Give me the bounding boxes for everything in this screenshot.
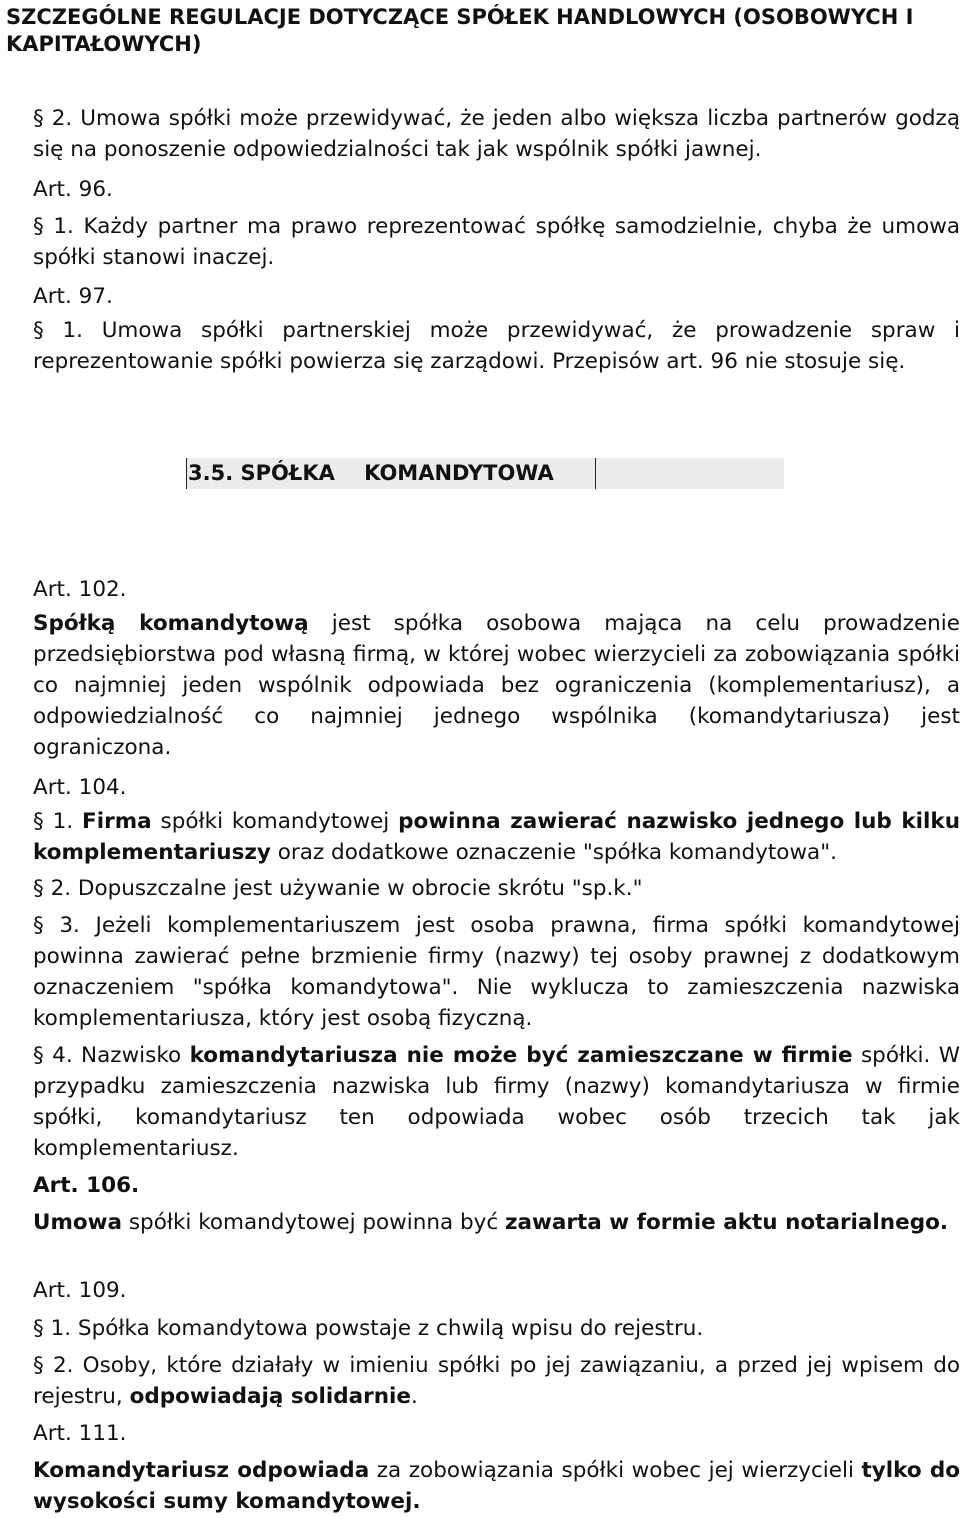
text-span: § 2. Osoby, które działały w imieniu spółki po jej zawiązaniu, a przed jej wpisem do rejestru,	[33, 1353, 960, 1409]
paragraph-art104-p1	[33, 806, 960, 868]
paragraph-art102	[33, 608, 960, 763]
section-heading: 3.5. SPÓŁKA KOMANDYTOWA	[188, 461, 554, 485]
text-span: spółki komandytowej	[151, 809, 399, 834]
bold-text: odpowiadają solidarnie	[129, 1384, 411, 1409]
bold-text: Spółką komandytową	[33, 611, 309, 636]
bold-text: tylko do wysokości sumy komandytowej.	[33, 1458, 960, 1514]
text-span: jest spółka osobowa mająca na celu prowadzenie przedsiębiorstwa pod własną firmą, w której wobec wierzycieli za zobowiązania spółki co najmniej jeden wspólnik odpowiada bez ograniczenia (komplementariusz), a odpowiedzialność co najmniej jednego wspólnika (komandytariusza) jest ograniczona.	[33, 611, 960, 760]
text-span: § 4. Nazwisko	[33, 1043, 190, 1068]
paragraph-art109-p2	[33, 1350, 960, 1412]
paragraph-art104-p2: § 2. Dopuszczalne jest używanie w obrocie skrótu "sp.k."	[33, 876, 643, 901]
paragraph-art109-p1: § 1. Spółka komandytowa powstaje z chwilą wpisu do rejestru.	[33, 1316, 704, 1341]
paragraph-art97-p1: § 1. Umowa spółki partnerskiej może przewidywać, że prowadzenie spraw i reprezentowanie spółki powierza się zarządowi. Przepisów art. 96 nie stosuje się.	[33, 318, 960, 374]
paragraph-art96-p1: § 1. Każdy partner ma prawo reprezentować spółkę samodzielnie, chyba że umowa spółki stanowi inaczej.	[33, 214, 960, 270]
bold-text: Umowa	[33, 1210, 123, 1235]
paragraph-art106	[33, 1207, 960, 1238]
paragraph-art111	[33, 1455, 960, 1517]
article-number-97: Art. 97.	[33, 284, 113, 309]
text-span: spółki. W przypadku zamieszczenia nazwiska lub firmy (nazwy) komandytariusza w firmie spółki, komandytariusz ten odpowiada wobec osób trzecich tak jak komplementariusz.	[33, 1043, 960, 1161]
paragraph-art104-p3: § 3. Jeżeli komplementariuszem jest osoba prawna, firma spółki komandytowej powinna zawierać pełne brzmienie firmy (nazwy) tej osoby prawnej z dodatkowym oznaczeniem "spółka komandytowa". Nie wyklucza to zamieszczenia nazwiska komplementariusza, który jest osobą fizyczną.	[33, 913, 960, 1031]
bold-text: zawarta w formie aktu notarialnego.	[505, 1210, 949, 1235]
paragraph-art95-p2: § 2. Umowa spółki może przewidywać, że jeden albo większa liczba partnerów godzą się na ponoszenie odpowiedzialności tak jak wspólnik spółki jawnej.	[33, 106, 960, 162]
article-number-111: Art. 111.	[33, 1421, 127, 1446]
text-span: .	[410, 1384, 418, 1409]
bold-text: powinna zawierać nazwisko jednego lub kilku komplementariuszy	[33, 809, 960, 865]
document-header: SZCZEGÓLNE REGULACJE DOTYCZĄCE SPÓŁEK HANDLOWYCH (OSOBOWYCH I KAPITAŁOWYCH)	[6, 5, 914, 56]
text-span: oraz dodatkowe oznaczenie "spółka komandytowa".	[270, 840, 837, 865]
bold-text: Firma	[82, 809, 152, 834]
article-number-102: Art. 102.	[33, 577, 127, 602]
article-number-96: Art. 96.	[33, 177, 113, 202]
paragraph-art104-p4	[33, 1040, 960, 1164]
text-span: za zobowiązania spółki wobec jej wierzycieli	[369, 1458, 862, 1483]
article-number-109: Art. 109.	[33, 1278, 127, 1303]
article-number-106: Art. 106.	[33, 1173, 140, 1198]
bold-text: komandytariusza nie może być zamieszczane w firmie	[189, 1043, 853, 1068]
bold-text: Komandytariusz odpowiada	[33, 1458, 370, 1483]
text-span: spółki komandytowej powinna być	[122, 1210, 506, 1235]
article-number-104: Art. 104.	[33, 775, 127, 800]
text-span: § 1.	[33, 809, 83, 834]
